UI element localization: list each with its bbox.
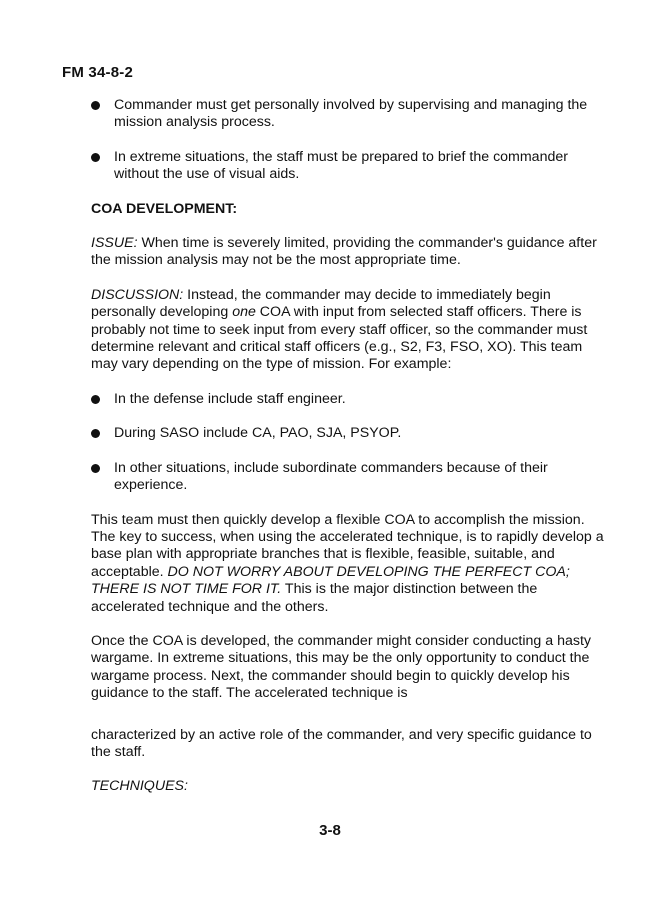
bullet-text: Commander must get personally involved by supervising and managing the mission analysis process. <box>114 97 588 131</box>
issue-text: When time is severely limited, providing the commander's guidance after the mission analysis may not be the most appropriate time. <box>91 235 597 269</box>
discussion-text: Instead, the commander may decide to immediately begin personally developing <box>91 286 551 321</box>
page-number: 3-8 <box>319 822 341 839</box>
bullet-item <box>91 460 611 495</box>
bullet-icon <box>91 395 100 404</box>
bullet-item <box>91 97 611 132</box>
bullet-text: In other situations, include subordinate commanders because of their experience. <box>114 459 548 494</box>
paragraph-characterized: characterized by an active role of the commander, and very specific guidance to the staff. <box>91 726 592 760</box>
bullet-icon <box>91 464 100 473</box>
paragraph-text: This team must then quickly develop a flexible COA to accomplish the mission. The key to success, when using the accelerated technique, is to rapidly develop a base plan with appropriate branches that is flexible, feasible, suitable, and acceptable. <box>91 511 604 580</box>
bullet-item <box>91 425 611 442</box>
document-header: FM 34-8-2 <box>62 64 133 81</box>
issue-paragraph <box>91 235 611 270</box>
techniques-label: TECHNIQUES: <box>91 778 188 795</box>
bullet-text: During SASO include CA, PAO, SJA, PSYOP. <box>114 425 402 442</box>
paragraph-team <box>91 512 611 616</box>
bullet-icon <box>91 429 100 438</box>
discussion-emphasis: one <box>232 304 256 321</box>
bullet-icon <box>91 153 100 162</box>
bullet-item <box>91 149 611 184</box>
discussion-label: DISCUSSION: <box>91 286 184 303</box>
discussion-paragraph <box>91 287 611 374</box>
bullet-item <box>91 391 611 408</box>
paragraph-text-cont: This is the major distinction between the accelerated technique and the others. <box>91 581 538 615</box>
bullet-icon <box>91 101 100 110</box>
paragraph-wargame: Once the COA is developed, the commander might consider conducting a hasty wargame. In extreme situations, this may be the only opportunity to conduct the wargame process. Next, the commander should begin to quickly develop his guidance to the staff. The accelerated technique is <box>91 632 591 702</box>
page-content <box>91 97 611 813</box>
section-heading: COA DEVELOPMENT: <box>91 200 238 217</box>
bullet-text: In extreme situations, the staff must be prepared to brief the commander without the use of visual aids. <box>114 148 568 183</box>
bullet-text: In the defense include staff engineer. <box>114 390 346 407</box>
issue-label: ISSUE: <box>91 235 138 252</box>
paragraph-emphasis: DO NOT WORRY ABOUT DEVELOPING THE PERFECT COA; THERE IS NOT TIME FOR IT. <box>91 563 570 598</box>
discussion-text-cont: COA with input from selected staff officers. There is probably not time to seek input from every staff officer, so the commander must determine relevant and critical staff officers (e.g., S2, F3, FSO, XO). This team may vary depending on the type of mission. For example: <box>91 304 588 373</box>
